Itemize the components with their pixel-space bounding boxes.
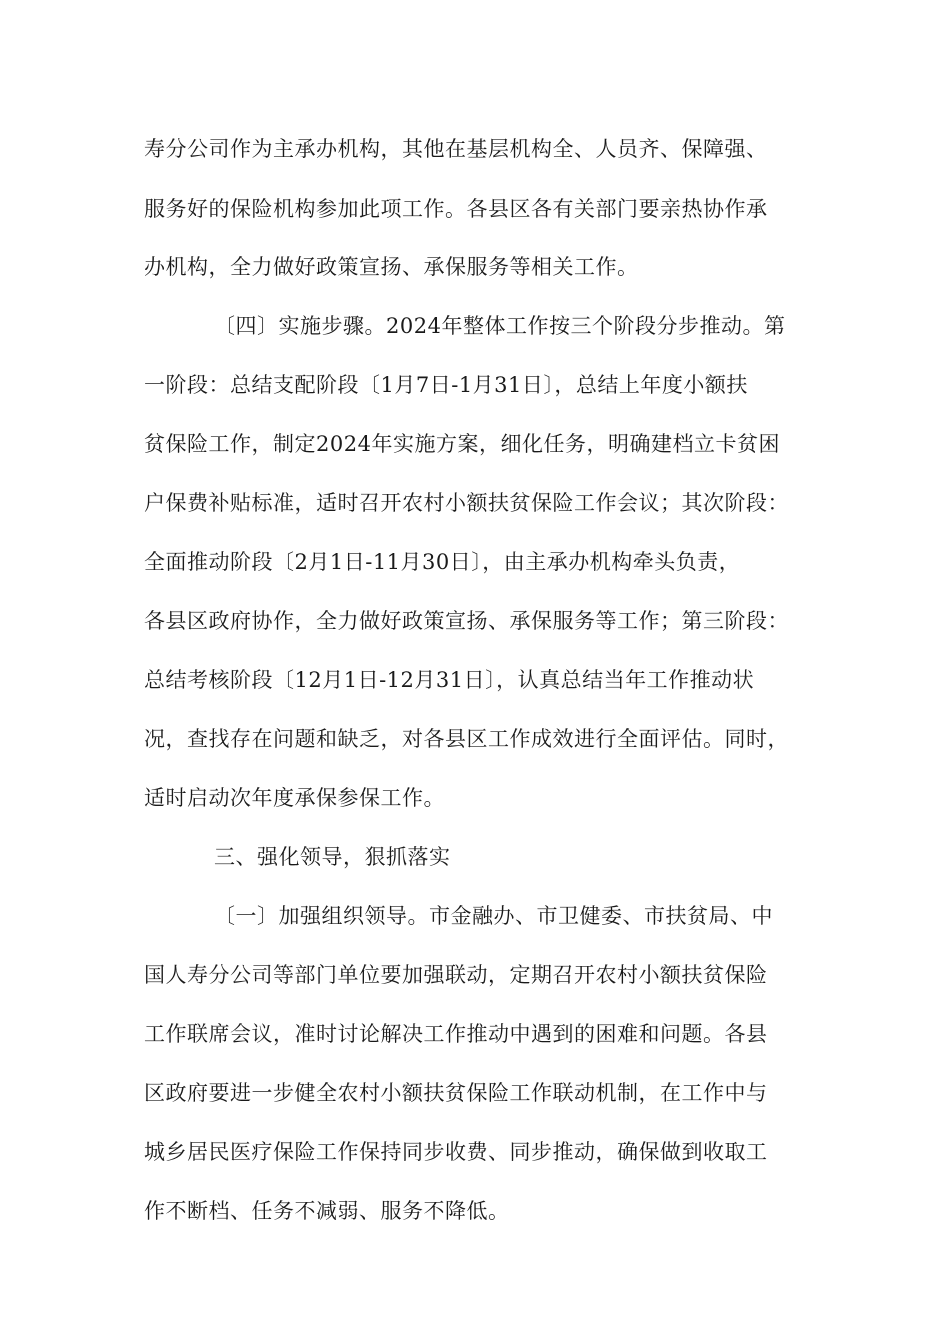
body-text-line: 总结考核阶段〔12月1日-12月31日〕，认真总结当年工作推动状 xyxy=(144,668,755,692)
section-heading: 三、强化领导，狠抓落实 xyxy=(214,845,451,869)
body-text-line: 寿分公司作为主承办机构，其他在基层机构全、人员齐、保障强、 xyxy=(144,137,768,161)
body-text-line: 各县区政府协作，全力做好政策宣扬、承保服务等工作；第三阶段： xyxy=(144,609,789,633)
body-text-line: 贫保险工作，制定2024年实施方案，细化任务，明确建档立卡贫困 xyxy=(144,432,780,456)
body-text-line: 全面推动阶段〔2月1日-11月30日〕，由主承办机构牵头负责， xyxy=(144,550,741,574)
body-text-line: 适时启动次年度承保参保工作。 xyxy=(144,786,445,810)
body-text-line: 工作联席会议，准时讨论解决工作推动中遇到的困难和问题。各县 xyxy=(144,1022,768,1046)
body-text-line: 国人寿分公司等部门单位要加强联动，定期召开农村小额扶贫保险 xyxy=(144,963,768,987)
body-text-line: 户保费补贴标准，适时召开农村小额扶贫保险工作会议；其次阶段： xyxy=(144,491,789,515)
body-text-line: 服务好的保险机构参加此项工作。各县区各有关部门要亲热协作承 xyxy=(144,197,768,221)
section-paragraph-start: 〔四〕实施步骤。2024年整体工作按三个阶段分步推动。第 xyxy=(214,314,786,338)
body-text-line: 况，查找存在问题和缺乏，对各县区工作成效进行全面评估。同时， xyxy=(144,727,789,751)
body-text-line: 城乡居民医疗保险工作保持同步收费、同步推动，确保做到收取工 xyxy=(144,1140,768,1164)
body-text-line: 作不断档、任务不减弱、服务不降低。 xyxy=(144,1199,510,1223)
body-text-line: 一阶段：总结支配阶段〔1月7日-1月31日〕，总结上年度小额扶 xyxy=(144,373,748,397)
body-text-line: 区政府要进一步健全农村小额扶贫保险工作联动机制，在工作中与 xyxy=(144,1081,768,1105)
section-paragraph-start: 〔一〕加强组织领导。市金融办、市卫健委、市扶贫局、中 xyxy=(214,904,773,928)
body-text-line: 办机构，全力做好政策宣扬、承保服务等相关工作。 xyxy=(144,255,639,279)
